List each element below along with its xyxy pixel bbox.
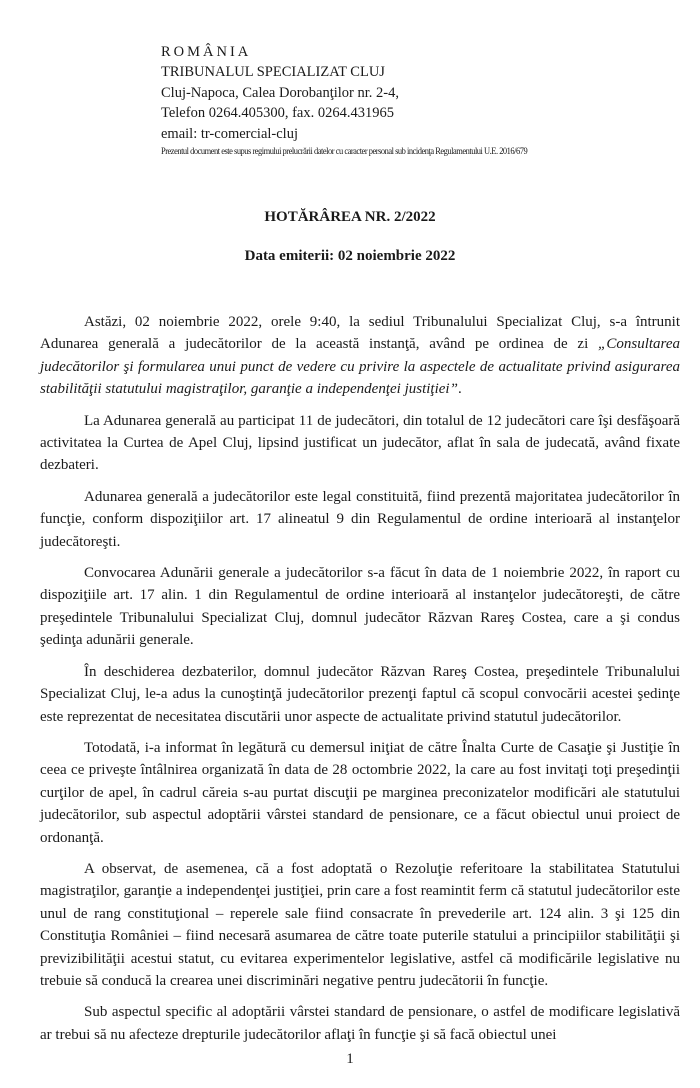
gdpr-notice: Prezentul document este supus regimului prelucrării datelor cu caracter personal sub incidenţa Regulamentului U.E. 2016/679 <box>161 146 528 157</box>
paragraph-3: Adunarea generală a judecătorilor este legal constituită, fiind prezentă majoritatea judecătorilor în funcţie, conform dispoziţiilor art. 17 alineatul 9 din Regulamentul de ordine interioară al instanţelor judecătoreşti. <box>40 488 680 550</box>
document-body <box>40 311 680 1046</box>
issue-date: Data emiterii: 02 noiembrie 2022 <box>244 248 456 264</box>
paragraph-1-text: Astăzi, 02 noiembrie 2022, orele 9:40, la sediul Tribunalului Specializat Cluj, s-a întrunit Adunarea generală a judecătorilor de la această instanţă, având pe ordinea de zi <box>40 314 680 353</box>
paragraph-1-end: . <box>457 381 462 398</box>
paragraph-8: Sub aspectul specific al adoptării vârstei standard de pensionare, o astfel de modificare legislativă ar trebui să nu afecteze drepturile judecătorilor aflaţi în funcţie şi să facă obiectul unei <box>40 1004 680 1043</box>
court-email: email: tr-comercial-cluj <box>161 125 298 142</box>
court-phone: Telefon 0264.405300, fax. 0264.431965 <box>161 105 394 121</box>
paragraph-6: Totodată, i-a informat în legătură cu demersul iniţiat de către Înalta Curte de Casaţie şi Justiţie în ceea ce priveşte întâlnirea organizată în data de 28 octombrie 2022, la care au fost invitaţi toţi preşedinţii curţilor de apel, în cadrul căreia s-au purtat discuţii pe marginea preconizatelor modificări ale statutului judecătorilor, sub aspectul adoptării vârstei standard de pensionare, ce a făcut obiectul unui proiect de ordonanţă. <box>40 739 680 846</box>
paragraph-5: În deschiderea dezbaterilor, domnul judecător Răzvan Rareş Costea, preşedintele Tribunalului Specializat Cluj, le-a adus la cunoştinţă judecătorilor prezenţi faptul că scopul convocării acestei şedinţe este reprezentat de necesitatea discutării unor aspecte de actualitate privind statutul judecătorilor. <box>40 663 680 725</box>
agenda-text: „Consultarea judecătorilor şi formularea unui punct de vedere cu privire la aspectele de actualitate privind asigurarea stabilităţii statutului magistraţilor, garanţie a independenţei justiţiei” <box>40 336 680 398</box>
document-title: HOTĂRÂREA NR. 2/2022 <box>264 209 436 225</box>
court-name: TRIBUNALUL SPECIALIZAT CLUJ <box>161 64 385 80</box>
paragraph-7: A observat, de asemenea, că a fost adoptată o Rezoluţie referitoare la stabilitatea Statutului magistraţilor, garanţie a independenţei justiţiei, prin care a fost reamintit ferm că statutul judecătorilor este unul de rang constituţional – reperele sale fiind consacrate în prevederile art. 124 alin. 3 şi 125 din Constituţia României – fiind necesară asumarea de către toate puterile statului a principiilor stabilităţii şi previzibilităţii acestui statut, cu evitarea experimentelor legislative, astfel că modificările legislative nu trebuie să conducă la crearea unei discriminări negative pentru judecătorii în funcţie. <box>40 860 680 989</box>
paragraph-1 <box>40 311 680 401</box>
paragraph-4: Convocarea Adunării generale a judecătorilor s-a făcut în data de 1 noiembrie 2022, în raport cu dispoziţiile art. 17 alin. 1 din Regulamentul de ordine interioară al instanţelor judecătoreşti, de către preşedintele Tribunalului Specializat Cluj, domnul judecător Răzvan Rareş Costea, care a şi condus şedinţa adunării generale. <box>40 565 680 649</box>
paragraph-2: La Adunarea generală au participat 11 de judecători, din totalul de 12 judecători care îşi desfăşoară activitatea la Curtea de Apel Cluj, lipsind justificat un judecător, aflat în sala de judecată, având fixate dezbateri. <box>40 412 680 474</box>
country-name: ROMÂNIA <box>161 44 252 60</box>
letterhead <box>161 42 661 159</box>
court-address: Cluj-Napoca, Calea Dorobanţilor nr. 2-4, <box>161 84 399 101</box>
page-number: 1 <box>346 1051 354 1067</box>
